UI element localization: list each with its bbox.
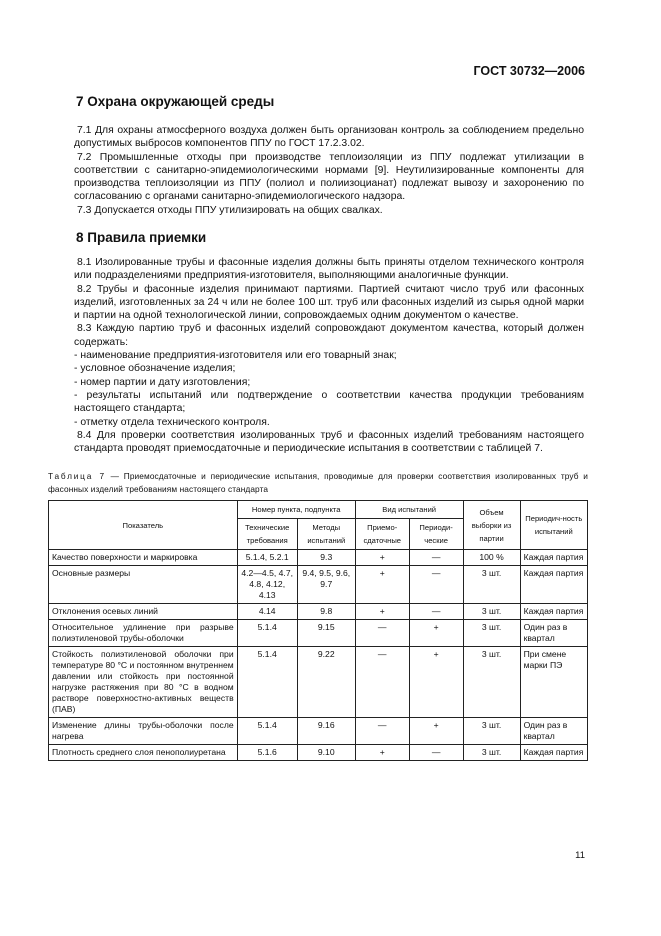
cell-acceptance: +	[355, 566, 409, 604]
header-indicator: Показатель	[49, 501, 238, 550]
header-sample-size: Объем выборки из партии	[463, 501, 520, 550]
page-number: 11	[575, 850, 585, 861]
cell-periodic: +	[409, 620, 463, 647]
table-row	[49, 745, 588, 761]
cell-periodic: —	[409, 550, 463, 566]
cell-tech-requirements: 5.1.6	[237, 745, 297, 761]
cell-periodic: +	[409, 647, 463, 718]
cell-sample-size: 3 шт.	[463, 566, 520, 604]
header-tech-requirements: Технические требования	[237, 519, 297, 550]
cell-acceptance: +	[355, 604, 409, 620]
cell-sample-size: 3 шт.	[463, 718, 520, 745]
cell-tech-requirements: 4.14	[237, 604, 297, 620]
cell-indicator: Изменение длины трубы-оболочки после нагрева	[49, 718, 238, 745]
header-periodic: Периоди-ческие	[409, 519, 463, 550]
table-row	[49, 566, 588, 604]
cell-frequency: Каждая партия	[520, 550, 587, 566]
cell-indicator: Отклонения осевых линий	[49, 604, 238, 620]
header-test-methods: Методы испытаний	[297, 519, 355, 550]
list-item: - условное обозначение изделия;	[74, 363, 236, 375]
cell-sample-size: 100 %	[463, 550, 520, 566]
table-row	[49, 647, 588, 718]
paragraph-8-3: 8.3 Каждую партию труб и фасонных изделий сопровождают документом качества, который должен содержать:	[74, 323, 584, 348]
cell-test-method: 9.15	[297, 620, 355, 647]
table-row	[49, 604, 588, 620]
cell-tech-requirements: 4.2—4.5, 4.7, 4.8, 4.12, 4.13	[237, 566, 297, 604]
cell-frequency: Один раз в квартал	[520, 620, 587, 647]
cell-periodic: —	[409, 604, 463, 620]
section-8-body	[74, 256, 584, 455]
cell-frequency: При смене марки ПЭ	[520, 647, 587, 718]
cell-test-method: 9.3	[297, 550, 355, 566]
cell-tech-requirements: 5.1.4	[237, 718, 297, 745]
cell-frequency: Каждая партия	[520, 745, 587, 761]
cell-test-method: 9.4, 9.5, 9.6, 9.7	[297, 566, 355, 604]
cell-tech-requirements: 5.1.4	[237, 647, 297, 718]
cell-test-method: 9.22	[297, 647, 355, 718]
cell-test-method: 9.10	[297, 745, 355, 761]
cell-test-method: 9.8	[297, 604, 355, 620]
cell-periodic: —	[409, 745, 463, 761]
cell-indicator: Плотность среднего слоя пенополиуретана	[49, 745, 238, 761]
list-item: - наименование предприятия-изготовителя или его товарный знак;	[74, 350, 397, 362]
standard-number: ГОСТ 30732—2006	[473, 64, 585, 78]
table-row	[49, 620, 588, 647]
paragraph-7-1: 7.1 Для охраны атмосферного воздуха должен быть организован контроль за соблюдением предельно допустимых выбросов компонентов ППУ по ГОСТ 17.2.3.02.	[74, 125, 584, 150]
section-7-body	[74, 124, 584, 217]
cell-tech-requirements: 5.1.4	[237, 620, 297, 647]
cell-periodic: +	[409, 718, 463, 745]
table-caption-label: Таблица 7	[48, 471, 106, 481]
cell-sample-size: 3 шт.	[463, 604, 520, 620]
cell-acceptance: +	[355, 745, 409, 761]
cell-frequency: Каждая партия	[520, 604, 587, 620]
cell-indicator: Основные размеры	[49, 566, 238, 604]
cell-acceptance: —	[355, 620, 409, 647]
cell-periodic: —	[409, 566, 463, 604]
header-acceptance: Приемо-сдаточные	[355, 519, 409, 550]
table-row	[49, 718, 588, 745]
acceptance-tests-table	[48, 500, 588, 761]
cell-frequency: Один раз в квартал	[520, 718, 587, 745]
paragraph-8-1: 8.1 Изолированные трубы и фасонные изделия должны быть приняты отделом технического контроля или подразделениями предприятия-изготовителя, выполняющими аналогичные функции.	[74, 257, 584, 282]
header-test-type: Вид испытаний	[355, 501, 463, 519]
header-frequency: Периодич-ность испытаний	[520, 501, 587, 550]
cell-indicator: Относительное удлинение при разрыве полиэтиленовой трубы-оболочки	[49, 620, 238, 647]
section-8-title: 8 Правила приемки	[76, 230, 207, 245]
cell-acceptance: +	[355, 550, 409, 566]
list-item: - результаты испытаний или подтверждение о соответствии качества продукции требованиям настоящего стандарта;	[74, 389, 584, 415]
table-caption	[48, 470, 588, 495]
list-item: - отметку отдела технического контроля.	[74, 416, 270, 428]
table-row	[49, 550, 588, 566]
cell-indicator: Качество поверхности и маркировка	[49, 550, 238, 566]
paragraph-8-4: 8.4 Для проверки соответствия изолированных труб и фасонных изделий требованиям настоящего стандарта проводят приемосдаточные и периодические испытания в соответствии с таблицей 7.	[74, 429, 584, 455]
cell-sample-size: 3 шт.	[463, 745, 520, 761]
cell-sample-size: 3 шт.	[463, 620, 520, 647]
cell-tech-requirements: 5.1.4, 5.2.1	[237, 550, 297, 566]
cell-acceptance: —	[355, 718, 409, 745]
table-caption-text: — Приемосдаточные и периодические испытания, проводимые для проверки соответствия изолированных труб и фасонных изделий требованиям настоящего стандарта	[48, 471, 588, 494]
paragraph-8-2: 8.2 Трубы и фасонные изделия принимают партиями. Партией считают число труб или фасонных изделий, изготовленных за 24 ч или не более 100 шт. труб или фасонных изделий из сырья одной марки и партии на одной технологической линии, сопровождаемых одним документом о качестве.	[74, 283, 584, 322]
paragraph-7-2: 7.2 Промышленные отходы при производстве теплоизоляции из ППУ подлежат утилизации в соответствии с санитарно-эпидемиологическими нормами [9]. Неутилизированные компоненты для производства теплоизоляции из ППУ (полиол и полиизоцианат) подлежат вывозу и захоронению по согласованию с органами санитарно-эпидемиологического надзора.	[74, 151, 584, 203]
cell-sample-size: 3 шт.	[463, 647, 520, 718]
cell-acceptance: —	[355, 647, 409, 718]
cell-frequency: Каждая партия	[520, 566, 587, 604]
cell-test-method: 9.16	[297, 718, 355, 745]
section-7-title: 7 Охрана окружающей среды	[76, 94, 275, 109]
header-clause-group: Номер пункта, подпункта	[237, 501, 355, 519]
list-item: - номер партии и дату изготовления;	[74, 376, 251, 388]
cell-indicator: Стойкость полиэтиленовой оболочки при температуре 80 °С и постоянном внутреннем давлении или стойкость при постоянной нагрузке растяжения при 80 °С в водном растворе поверхностно-активных веществ (ПАВ)	[49, 647, 238, 718]
paragraph-7-3: 7.3 Допускается отходы ППУ утилизировать на общих свалках.	[77, 204, 383, 216]
